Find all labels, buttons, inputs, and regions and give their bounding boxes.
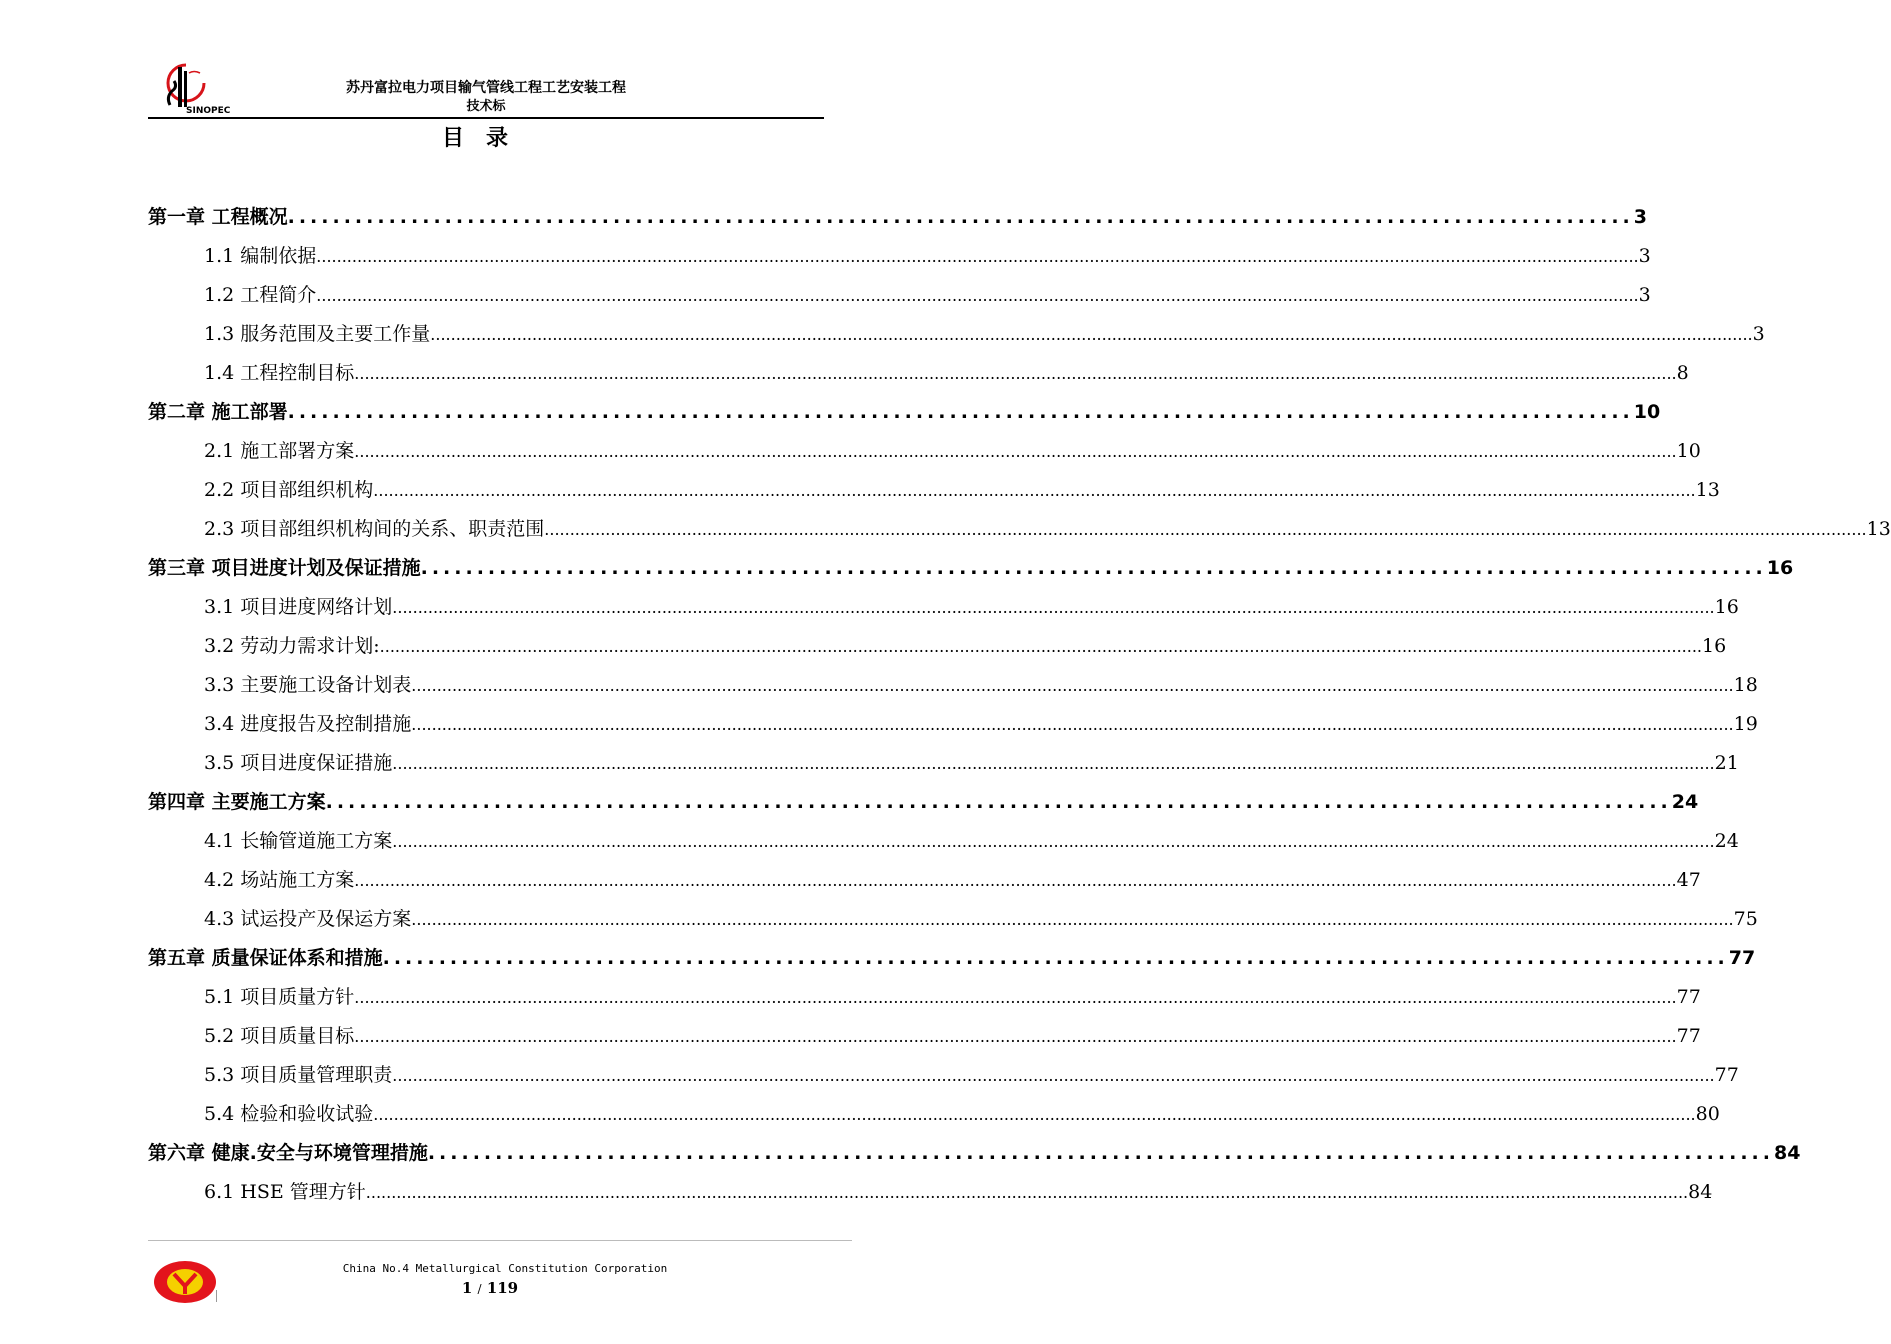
toc-entry-page: 13 (1866, 518, 1891, 540)
toc-chapter-entry[interactable] (148, 198, 1647, 237)
page-number-separator: / (477, 1282, 482, 1296)
toc-section-entry[interactable] (148, 822, 1739, 861)
toc-section-entry[interactable] (148, 978, 1701, 1017)
toc-leader-dots: .................................................................................................................................................................................................................................................................... (354, 1027, 1677, 1046)
toc-entry-label: 3.4 进度报告及控制措施 (204, 713, 412, 735)
page-title: 目录 (441, 126, 530, 151)
toc-leader-dots: .................................................................................................................................................................................................................................................................... (379, 637, 1703, 656)
toc-leader-dots: ........................................................................................................................ (427, 1142, 1774, 1164)
page-number-total: 119 (486, 1279, 519, 1297)
toc-section-entry[interactable] (148, 1095, 1720, 1134)
toc-entry-label: 2.3 项目部组织机构间的关系、职责范围 (204, 518, 545, 540)
toc-entry-label: 4.2 场站施工方案 (204, 869, 355, 891)
toc-entry-label: 第六章 健康.安全与环境管理措施 (148, 1142, 428, 1164)
toc-entry-page: 8 (1676, 362, 1689, 384)
toc-entry-page: 10 (1676, 440, 1701, 462)
toc-leader-dots: .................................................................................................................................................................................................................................................................... (392, 832, 1715, 851)
toc-entry-label: 1.2 工程简介 (204, 284, 317, 306)
toc-entry-label: 5.3 项目质量管理职责 (204, 1064, 393, 1086)
toc-entry-page: 16 (1766, 557, 1794, 579)
toc-section-entry[interactable] (148, 744, 1739, 783)
toc-entry-page: 24 (1714, 830, 1739, 852)
toc-leader-dots: .................................................................................................................................................................................................................................................................... (392, 598, 1715, 617)
toc-chapter-entry[interactable] (148, 393, 1661, 432)
toc-leader-dots: .................................................................................................................................................................................................................................................................... (354, 442, 1677, 461)
toc-entry-page: 3 (1752, 323, 1765, 345)
toc-chapter-entry[interactable] (148, 549, 1794, 588)
toc-entry-page: 77 (1676, 1025, 1701, 1047)
toc-entry-label: 第四章 主要施工方案 (148, 791, 326, 813)
toc-entry-page: 13 (1695, 479, 1720, 501)
toc-section-entry[interactable] (148, 432, 1701, 471)
toc-leader-dots: .................................................................................................................................................................................................................................................................... (373, 481, 1696, 500)
toc-entry-page: 24 (1671, 791, 1699, 813)
toc-entry-page: 3 (1633, 206, 1647, 228)
toc-section-entry[interactable] (148, 705, 1758, 744)
toc-entry-page: 77 (1728, 947, 1756, 969)
toc-entry-label: 第五章 质量保证体系和措施 (148, 947, 383, 969)
toc-entry-label: 第二章 施工部署 (148, 401, 288, 423)
toc-leader-dots: .................................................................................................................................................................................................................................................................... (354, 871, 1677, 890)
toc-entry-label: 2.1 施工部署方案 (204, 440, 355, 462)
toc-leader-dots: .................................................................................................................................................................................................................................................................... (354, 364, 1677, 383)
toc-entry-label: 5.1 项目质量方针 (204, 986, 355, 1008)
document-header-title (148, 80, 824, 115)
toc-section-entry[interactable] (148, 354, 1689, 393)
toc-entry-label: 1.4 工程控制目标 (204, 362, 355, 384)
table-of-contents (148, 198, 1891, 1212)
toc-leader-dots: ........................................................................................................................ (420, 557, 1767, 579)
toc-section-entry[interactable] (148, 276, 1651, 315)
toc-entry-page: 3 (1638, 245, 1651, 267)
toc-section-entry[interactable] (148, 627, 1727, 666)
toc-entry-label: 3.1 项目进度网络计划 (204, 596, 393, 618)
toc-entry-label: 5.4 检验和验收试验 (204, 1103, 374, 1125)
toc-entry-label: 第一章 工程概况 (148, 206, 288, 228)
toc-entry-page: 84 (1773, 1142, 1801, 1164)
toc-section-entry[interactable] (148, 861, 1701, 900)
toc-leader-dots: .................................................................................................................................................................................................................................................................... (411, 715, 1734, 734)
toc-entry-label: 5.2 项目质量目标 (204, 1025, 355, 1047)
toc-section-entry[interactable] (148, 1056, 1739, 1095)
toc-section-entry[interactable] (148, 237, 1651, 276)
toc-leader-dots: .................................................................................................................................................................................................................................................................... (392, 1066, 1715, 1085)
toc-entry-label: 2.2 项目部组织机构 (204, 479, 374, 501)
toc-entry-page: 84 (1688, 1181, 1713, 1203)
toc-leader-dots: ........................................................................................................................ (325, 791, 1672, 813)
toc-leader-dots: .................................................................................................................................................................................................................................................................... (411, 676, 1734, 695)
toc-entry-label: 1.1 编制依据 (204, 245, 317, 267)
toc-entry-page: 80 (1695, 1103, 1720, 1125)
toc-leader-dots: .................................................................................................................................................................................................................................................................... (365, 1183, 1689, 1202)
page-number-current: 1 (461, 1279, 473, 1297)
toc-entry-page: 16 (1702, 635, 1727, 657)
page-number (0, 1279, 980, 1297)
toc-leader-dots: .................................................................................................................................................................................................................................................................... (316, 247, 1639, 266)
header-title-line2: 技术标 (466, 99, 506, 114)
toc-entry-label: 3.2 劳动力需求计划: (204, 635, 380, 657)
toc-entry-label: 3.5 项目进度保证措施 (204, 752, 393, 774)
toc-section-entry[interactable] (148, 1173, 1713, 1212)
toc-leader-dots: ........................................................................................................................ (287, 401, 1634, 423)
toc-entry-page: 3 (1638, 284, 1651, 306)
toc-section-entry[interactable] (148, 588, 1739, 627)
footer-divider (148, 1240, 852, 1241)
toc-leader-dots: .................................................................................................................................................................................................................................................................... (411, 910, 1734, 929)
sinopec-logo-text: SINOPEC (186, 106, 231, 116)
toc-entry-label: 4.1 长输管道施工方案 (204, 830, 393, 852)
toc-entry-page: 47 (1676, 869, 1701, 891)
toc-leader-dots: ........................................................................................................................ (287, 206, 1634, 228)
toc-entry-page: 77 (1676, 986, 1701, 1008)
toc-entry-page: 77 (1714, 1064, 1739, 1086)
toc-leader-dots: .................................................................................................................................................................................................................................................................... (316, 286, 1639, 305)
toc-section-entry[interactable] (148, 666, 1758, 705)
toc-chapter-entry[interactable] (148, 939, 1756, 978)
footer-company-name: China No.4 Metallurgical Constitution Corporation (342, 1262, 668, 1275)
toc-section-entry[interactable] (148, 471, 1720, 510)
toc-chapter-entry[interactable] (148, 1134, 1801, 1173)
toc-entry-page: 19 (1733, 713, 1758, 735)
toc-entry-label: 第三章 项目进度计划及保证措施 (148, 557, 421, 579)
toc-entry-label: 3.3 主要施工设备计划表 (204, 674, 412, 696)
toc-entry-label: 4.3 试运投产及保运方案 (204, 908, 412, 930)
header-divider (148, 117, 824, 119)
toc-entry-page: 75 (1733, 908, 1758, 930)
toc-entry-label: 1.3 服务范围及主要工作量 (204, 323, 431, 345)
toc-leader-dots: .................................................................................................................................................................................................................................................................... (354, 988, 1677, 1007)
toc-entry-page: 18 (1733, 674, 1758, 696)
toc-leader-dots: .................................................................................................................................................................................................................................................................... (373, 1105, 1696, 1124)
toc-entry-page: 16 (1714, 596, 1739, 618)
toc-section-entry[interactable] (148, 900, 1758, 939)
toc-leader-dots: .................................................................................................................................................................................................................................................................... (544, 520, 1867, 539)
page-header (148, 55, 824, 119)
toc-section-entry[interactable] (148, 315, 1765, 354)
toc-entry-label: 6.1 HSE 管理方针 (204, 1181, 366, 1203)
toc-entry-page: 21 (1714, 752, 1739, 774)
toc-leader-dots: .................................................................................................................................................................................................................................................................... (430, 325, 1753, 344)
toc-entry-page: 10 (1633, 401, 1661, 423)
toc-section-entry[interactable] (148, 1017, 1701, 1056)
toc-leader-dots: .................................................................................................................................................................................................................................................................... (392, 754, 1715, 773)
toc-section-entry[interactable] (148, 510, 1891, 549)
toc-leader-dots: ........................................................................................................................ (382, 947, 1729, 969)
header-title-line1: 苏丹富拉电力项目输气管线工程工艺安装工程 (346, 80, 626, 96)
toc-chapter-entry[interactable] (148, 783, 1699, 822)
